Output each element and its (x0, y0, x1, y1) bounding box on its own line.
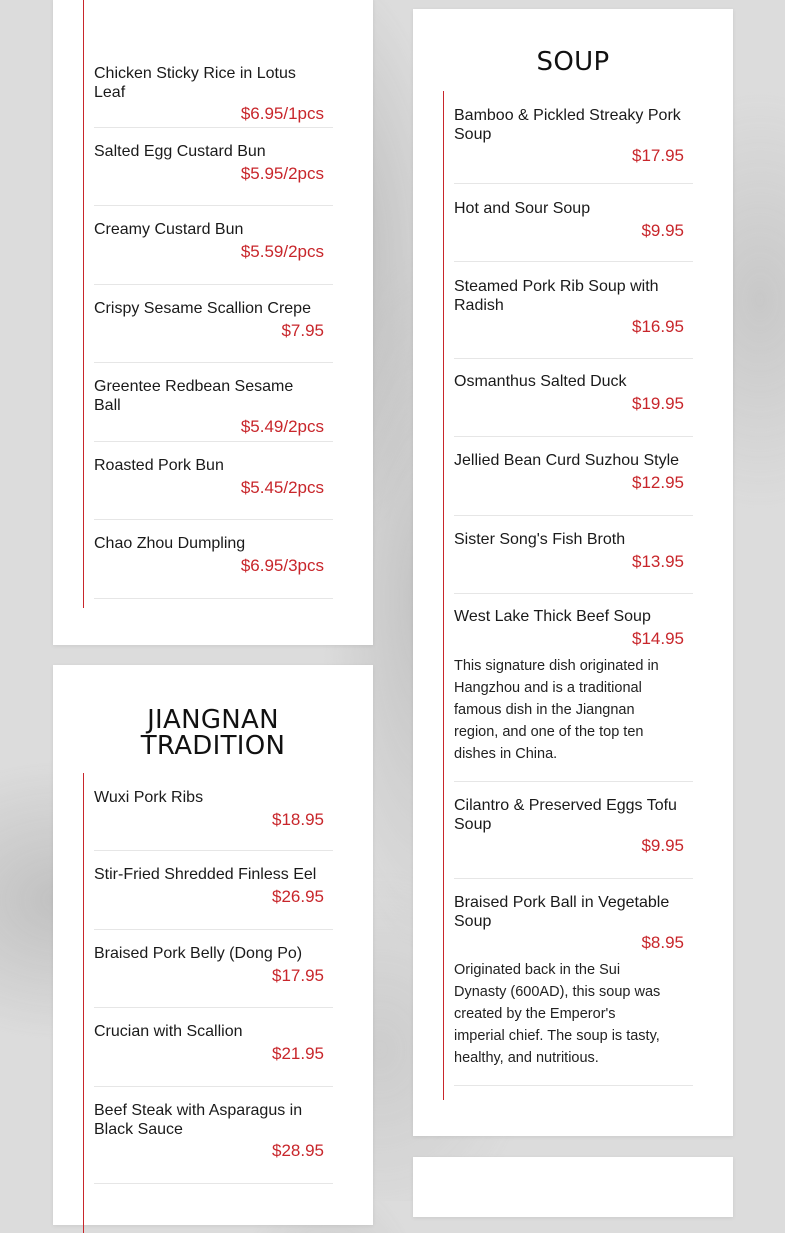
item-name: Crispy Sesame Scallion Crepe (94, 300, 311, 317)
menu-item (94, 206, 333, 285)
soup-card (413, 9, 733, 1136)
menu-item (454, 879, 693, 1086)
item-price: $13.95 (632, 551, 684, 571)
menu-item (454, 91, 693, 184)
item-name: Steamed Pork Rib Soup with Radish (454, 278, 659, 314)
item-name: Hot and Sour Soup (454, 200, 591, 217)
jiangnan-tradition-card (53, 665, 373, 1225)
dim-sum-list (83, 0, 333, 608)
item-name: Beef Steak with Asparagus in Black Sauce (94, 1102, 303, 1138)
item-description: This signature dish originated in Hangzhou and is a traditional famous dish in the Jiangnan region, and one of the top ten dishes in China. (454, 657, 659, 762)
item-price: $17.95 (632, 146, 684, 165)
item-price: $8.95 (641, 933, 684, 952)
item-price: $6.95/1pcs (240, 104, 324, 123)
item-price: $5.59/2pcs (240, 241, 324, 261)
item-name: Jellied Bean Curd Suzhou Style (454, 452, 680, 469)
menu-item (454, 594, 693, 782)
item-price: $9.95 (641, 220, 684, 240)
item-price: $5.45/2pcs (240, 477, 324, 497)
item-price: $28.95 (272, 1141, 324, 1160)
dim-sum-card (53, 0, 373, 645)
item-price: $5.95/2pcs (240, 163, 324, 183)
menu-item (94, 773, 333, 851)
menu-item (94, 442, 333, 520)
item-name: Greentee Redbean Sesame Ball (94, 378, 294, 414)
item-name: Stir-Fried Shredded Finless Eel (94, 866, 317, 883)
menu-item (454, 359, 693, 437)
item-name: Chicken Sticky Rice in Lotus Leaf (94, 65, 296, 101)
menu-item (454, 782, 693, 879)
menu-item (94, 363, 333, 442)
menu-item (94, 0, 333, 128)
jiangnan-list (83, 773, 333, 1233)
item-name: West Lake Thick Beef Soup (454, 608, 651, 625)
item-name: Sister Song's Fish Broth (454, 531, 626, 548)
item-name: Chao Zhou Dumpling (94, 535, 246, 552)
item-price: $14.95 (632, 628, 684, 648)
menu-item (454, 184, 693, 262)
menu-item (454, 516, 693, 594)
item-name: Osmanthus Salted Duck (454, 373, 627, 390)
item-price: $9.95 (641, 836, 684, 855)
item-name: Crucian with Scallion (94, 1023, 243, 1040)
item-name: Salted Egg Custard Bun (94, 143, 266, 160)
item-price: $7.95 (281, 320, 324, 340)
menu-item (94, 520, 333, 599)
item-name: Bamboo & Pickled Streaky Pork Soup (454, 107, 681, 143)
item-name: Cilantro & Preserved Eggs Tofu Soup (454, 797, 677, 833)
item-name: Creamy Custard Bun (94, 221, 244, 238)
item-price: $17.95 (272, 965, 324, 985)
menu-item (94, 128, 333, 206)
item-price: $16.95 (632, 317, 684, 336)
soup-list (443, 91, 693, 1100)
item-description: Originated back in the Sui Dynasty (600AD), this soup was created by the Emperor's imperial chief. The soup is tasty, healthy, and nutritious. (454, 962, 661, 1066)
item-price: $19.95 (632, 393, 684, 413)
menu-item (94, 1008, 333, 1087)
item-name: Wuxi Pork Ribs (94, 789, 204, 806)
item-price: $6.95/3pcs (240, 555, 324, 575)
item-name: Braised Pork Belly (Dong Po) (94, 945, 303, 962)
item-price: $12.95 (632, 472, 684, 492)
section-title: JIANGNAN TRADITION (140, 705, 286, 761)
item-price: $5.49/2pcs (240, 417, 324, 436)
menu-item (94, 1087, 333, 1184)
section-title: SOUP (536, 47, 610, 77)
item-price: $26.95 (272, 886, 324, 906)
item-price: $18.95 (272, 809, 324, 829)
menu-item (94, 285, 333, 363)
next-section-card (413, 1157, 733, 1217)
menu-item (94, 930, 333, 1008)
item-name: Roasted Pork Bun (94, 457, 224, 474)
item-price: $21.95 (272, 1043, 324, 1063)
menu-item (454, 437, 693, 516)
item-name: Braised Pork Ball in Vegetable Soup (454, 894, 670, 930)
menu-item (454, 262, 693, 359)
menu-item (94, 851, 333, 930)
